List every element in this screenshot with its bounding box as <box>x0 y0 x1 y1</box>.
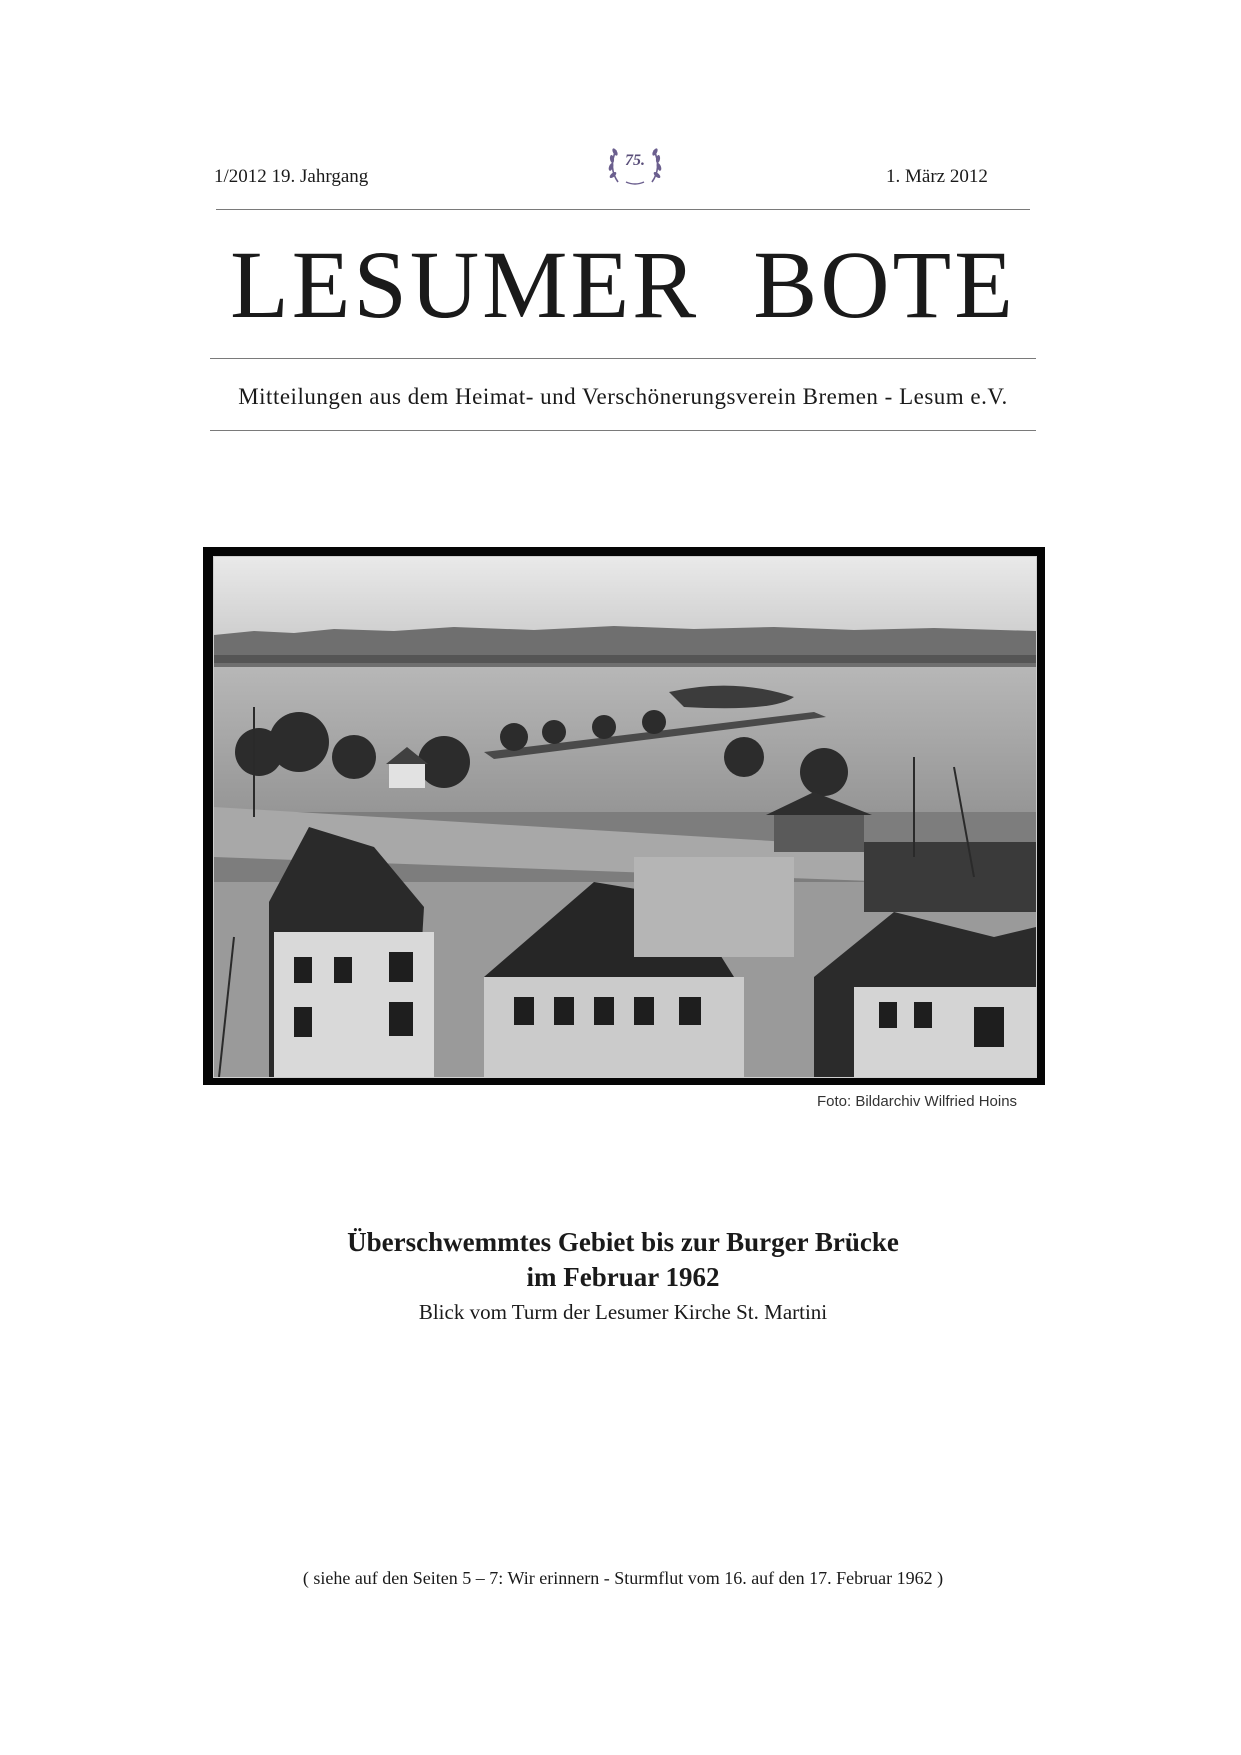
masthead-divider-top <box>210 358 1036 359</box>
masthead-divider-bottom <box>210 430 1036 431</box>
cover-photo <box>213 556 1037 1078</box>
anniversary-laurel-badge <box>604 142 666 186</box>
cover-photo-frame <box>203 547 1045 1085</box>
photo-credit: Foto: Bildarchiv Wilfried Hoins <box>817 1093 1018 1110</box>
masthead-subtitle: Mitteilungen aus dem Heimat- und Verschönerungsverein Bremen - Lesum e.V. <box>238 384 1008 409</box>
caption-headline-date: im Februar 1962 <box>526 1262 720 1292</box>
page-reference-note: ( siehe auf den Seiten 5 – 7: Wir erinnern - Sturmflut vom 16. auf den 17. Februar 1962 ) <box>302 1568 944 1588</box>
issue-number: 1/2012 19. Jahrgang <box>214 166 369 187</box>
masthead-title: LESUMER BOTE <box>230 231 1016 338</box>
caption-headline: Überschwemmtes Gebiet bis zur Burger Brücke <box>347 1227 899 1257</box>
anniversary-number: 75. <box>625 152 645 169</box>
header-divider <box>216 209 1030 210</box>
issue-date: 1. März 2012 <box>886 166 988 187</box>
caption-subline: Blick vom Turm der Lesumer Kirche St. Martini <box>418 1300 828 1324</box>
